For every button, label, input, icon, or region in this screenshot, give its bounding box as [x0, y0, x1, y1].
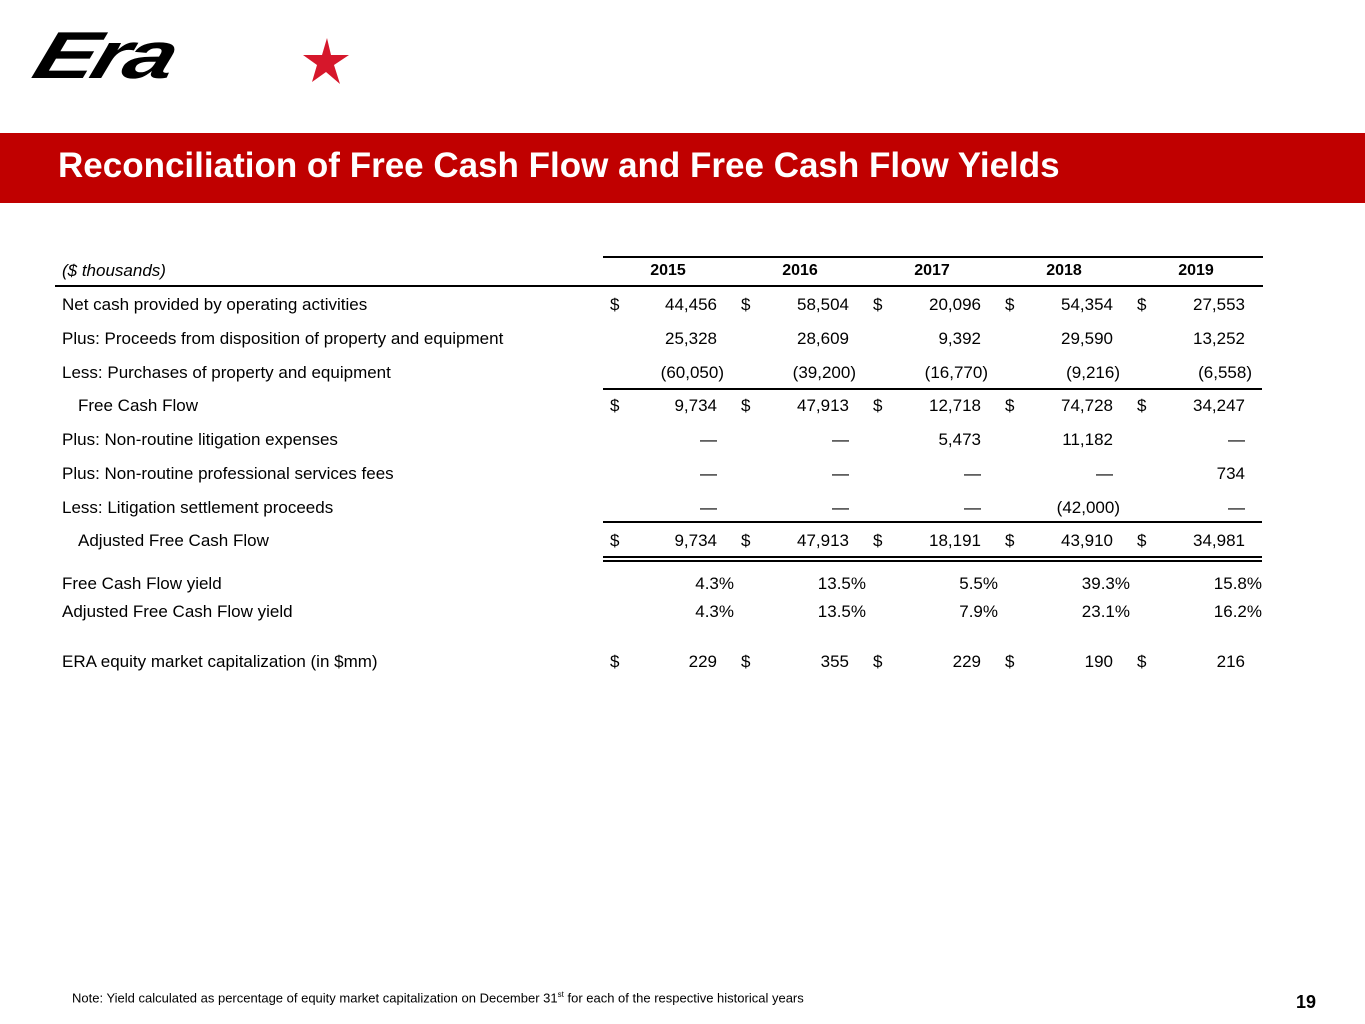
row-label: Plus: Proceeds from disposition of property and equipment	[62, 329, 504, 348]
row-label: Adjusted Free Cash Flow	[78, 531, 269, 550]
cell-value: (9,216)	[1066, 363, 1120, 382]
subtotal-rule	[866, 521, 998, 523]
dollar-sign: $	[610, 652, 620, 671]
row-label: Adjusted Free Cash Flow yield	[62, 602, 293, 621]
table-row	[0, 428, 1365, 452]
table-row	[0, 650, 1365, 674]
table-row	[0, 529, 1365, 553]
total-double-rule	[866, 556, 998, 558]
cell-value: —	[700, 464, 717, 483]
cell-value: 13.5%	[817, 602, 866, 621]
row-label: Free Cash Flow	[78, 396, 198, 415]
cell-value: 229	[952, 652, 981, 671]
cell-value: 9,734	[674, 531, 717, 550]
cell-value: 25,328	[665, 329, 717, 348]
subtotal-rule	[1130, 521, 1262, 523]
cell-value: 29,590	[1061, 329, 1113, 348]
logo-wordmark: Era	[24, 18, 186, 93]
subtotal-rule	[603, 388, 735, 390]
dollar-sign: $	[873, 531, 883, 550]
cell-value: 54,354	[1061, 295, 1113, 314]
total-double-rule	[998, 556, 1130, 558]
total-double-rule	[1130, 556, 1262, 558]
cell-value: 9,734	[674, 396, 717, 415]
cell-value: 7.9%	[959, 602, 998, 621]
dollar-sign: $	[873, 652, 883, 671]
dollar-sign: $	[741, 652, 751, 671]
row-label: Plus: Non-routine professional services fees	[62, 464, 394, 483]
subtotal-rule	[866, 388, 998, 390]
page-number: 19	[1296, 992, 1317, 1012]
cell-value: (16,770)	[924, 363, 988, 382]
table-row	[0, 600, 1365, 624]
dollar-sign: $	[1137, 396, 1147, 415]
total-double-rule	[603, 560, 735, 562]
cell-value: (39,200)	[792, 363, 856, 382]
cell-value: 43,910	[1061, 531, 1113, 550]
table-row	[0, 361, 1365, 385]
footnote-text: Note: Yield calculated as percentage of equity market capitalization on December 31	[72, 990, 558, 1006]
subtotal-rule	[734, 521, 866, 523]
dollar-sign: $	[1137, 531, 1147, 550]
year-header: 2019	[1178, 262, 1214, 279]
cell-value: 28,609	[797, 329, 849, 348]
subtotal-rule	[1130, 388, 1262, 390]
dollar-sign: $	[1137, 295, 1147, 314]
cell-value: (60,050)	[660, 363, 724, 382]
footnote	[72, 990, 804, 1005]
cell-value: —	[832, 430, 849, 449]
cell-value: 216	[1216, 652, 1245, 671]
cell-value: 355	[820, 652, 849, 671]
total-double-rule	[1130, 560, 1262, 562]
year-header: 2018	[1046, 262, 1082, 279]
cell-value: —	[1096, 464, 1113, 483]
cell-value: 18,191	[929, 531, 981, 550]
subtotal-rule	[603, 521, 735, 523]
cell-value: 13,252	[1193, 329, 1245, 348]
cell-value: —	[832, 464, 849, 483]
cell-value: 23.1%	[1081, 602, 1130, 621]
cell-value: —	[700, 498, 717, 517]
table-row	[0, 394, 1365, 418]
total-double-rule	[998, 560, 1130, 562]
table-row	[0, 462, 1365, 486]
subtotal-rule	[998, 521, 1130, 523]
page-title: Reconciliation of Free Cash Flow and Free Cash Flow Yields	[58, 146, 1060, 185]
subtotal-rule	[998, 388, 1130, 390]
dollar-sign: $	[610, 531, 620, 550]
total-double-rule	[603, 556, 735, 558]
cell-value: 12,718	[929, 396, 981, 415]
cell-value: 9,392	[938, 329, 981, 348]
row-label: Less: Purchases of property and equipment	[62, 363, 391, 382]
dollar-sign: $	[741, 531, 751, 550]
header-bottom-rule	[55, 285, 1263, 287]
row-label: Free Cash Flow yield	[62, 574, 222, 593]
year-header: 2016	[782, 262, 818, 279]
cell-value: 229	[688, 652, 717, 671]
row-label: Plus: Non-routine litigation expenses	[62, 430, 338, 449]
cell-value: 5,473	[938, 430, 981, 449]
total-double-rule	[866, 560, 998, 562]
dollar-sign: $	[741, 396, 751, 415]
cell-value: —	[1228, 430, 1245, 449]
cell-value: 4.3%	[695, 602, 734, 621]
header-top-rule	[603, 256, 1263, 258]
cell-value: 47,913	[797, 396, 849, 415]
dollar-sign: $	[1005, 531, 1015, 550]
unit-label: ($ thousands)	[62, 261, 166, 280]
cell-value: (6,558)	[1198, 363, 1252, 382]
cell-value: 15.8%	[1213, 574, 1262, 593]
cell-value: 20,096	[929, 295, 981, 314]
title-banner	[0, 133, 1365, 203]
cell-value: 4.3%	[695, 574, 734, 593]
dollar-sign: $	[1137, 652, 1147, 671]
dollar-sign: $	[610, 295, 620, 314]
header-row	[0, 259, 1365, 283]
total-double-rule	[734, 560, 866, 562]
cell-value: 5.5%	[959, 574, 998, 593]
table-row	[0, 572, 1365, 596]
table-row	[0, 327, 1365, 351]
footnote-superscript: st	[557, 990, 564, 999]
cell-value: 190	[1084, 652, 1113, 671]
total-double-rule	[734, 556, 866, 558]
cell-value: —	[700, 430, 717, 449]
year-header: 2017	[914, 262, 950, 279]
cell-value: —	[964, 464, 981, 483]
cell-value: 34,247	[1193, 396, 1245, 415]
dollar-sign: $	[610, 396, 620, 415]
row-label: ERA equity market capitalization (in $mm)	[62, 652, 378, 671]
cell-value: —	[1228, 498, 1245, 517]
cell-value: —	[832, 498, 849, 517]
footnote-text-end: for each of the respective historical years	[563, 990, 804, 1006]
cell-value: 47,913	[797, 531, 849, 550]
year-header: 2015	[650, 262, 686, 279]
cell-value: —	[964, 498, 981, 517]
cell-value: 734	[1216, 464, 1245, 483]
dollar-sign: $	[741, 295, 751, 314]
star-icon	[293, 38, 349, 88]
dollar-sign: $	[1005, 652, 1015, 671]
dollar-sign: $	[1005, 295, 1015, 314]
cell-value: 74,728	[1061, 396, 1113, 415]
table-row	[0, 293, 1365, 317]
cell-value: 44,456	[665, 295, 717, 314]
cell-value: 58,504	[797, 295, 849, 314]
cell-value: 13.5%	[817, 574, 866, 593]
table-row	[0, 496, 1365, 520]
cell-value: 11,182	[1062, 430, 1113, 449]
subtotal-rule	[734, 388, 866, 390]
era-logo	[24, 18, 355, 118]
cell-value: 16.2%	[1213, 602, 1262, 621]
cell-value: 34,981	[1193, 531, 1245, 550]
cell-value: 27,553	[1193, 295, 1245, 314]
cell-value: 39.3%	[1081, 574, 1130, 593]
row-label: Net cash provided by operating activities	[62, 295, 368, 314]
dollar-sign: $	[1005, 396, 1015, 415]
dollar-sign: $	[873, 295, 883, 314]
cell-value: (42,000)	[1056, 498, 1120, 517]
dollar-sign: $	[873, 396, 883, 415]
row-label: Less: Litigation settlement proceeds	[62, 498, 334, 517]
